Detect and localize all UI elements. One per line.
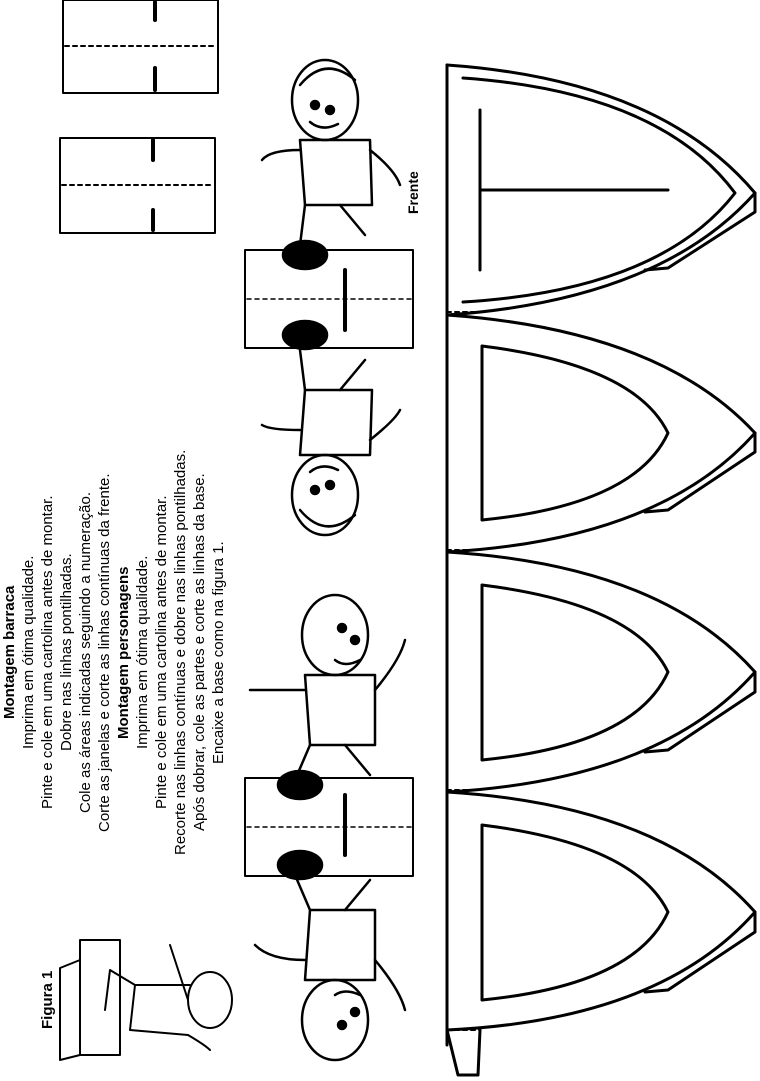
figure-1-example <box>60 940 232 1060</box>
figure-label: Figura 1 <box>39 970 56 1030</box>
characters-instruction-line: Após dobrar, cole as partes e corte as linhas da base. <box>191 473 208 832</box>
characters-instruction-line: Imprima em ótima qualidade. <box>134 555 151 750</box>
characters-instruction-line: Encaixe a base como na figura 1. <box>210 541 227 764</box>
characters-instruction-line: Pinte e cole em uma cartolina antes de montar. <box>153 495 170 810</box>
tent-instruction-line: Pinte e cole em uma cartolina antes de montar. <box>39 495 56 810</box>
tent-instruction-line: Dobre nas linhas pontilhadas. <box>58 553 75 752</box>
tent-template <box>447 65 755 1075</box>
tent-instruction-line: Imprima em ótima qualidade. <box>20 555 37 750</box>
character-1-template <box>245 60 413 535</box>
instructions-block <box>0 450 245 856</box>
characters-instructions-title: Montagem personagens <box>115 566 132 739</box>
characters-instruction-line: Recorte nas linhas contínuas e dobre nas linhas pontilhadas. <box>172 450 189 856</box>
tent-fold-lines <box>447 312 480 1030</box>
front-label: Frente <box>405 171 421 215</box>
tent-instructions-title: Montagem barraca <box>1 585 18 720</box>
tent-instruction-line: Corte as janelas e corte as linhas contínuas da frente. <box>96 473 113 832</box>
tent-instruction-line: Cole as áreas indicadas seguindo a numeração. <box>77 492 94 814</box>
character-2-template <box>245 595 413 1060</box>
base-card-2 <box>60 138 215 233</box>
base-card-1 <box>63 0 218 93</box>
